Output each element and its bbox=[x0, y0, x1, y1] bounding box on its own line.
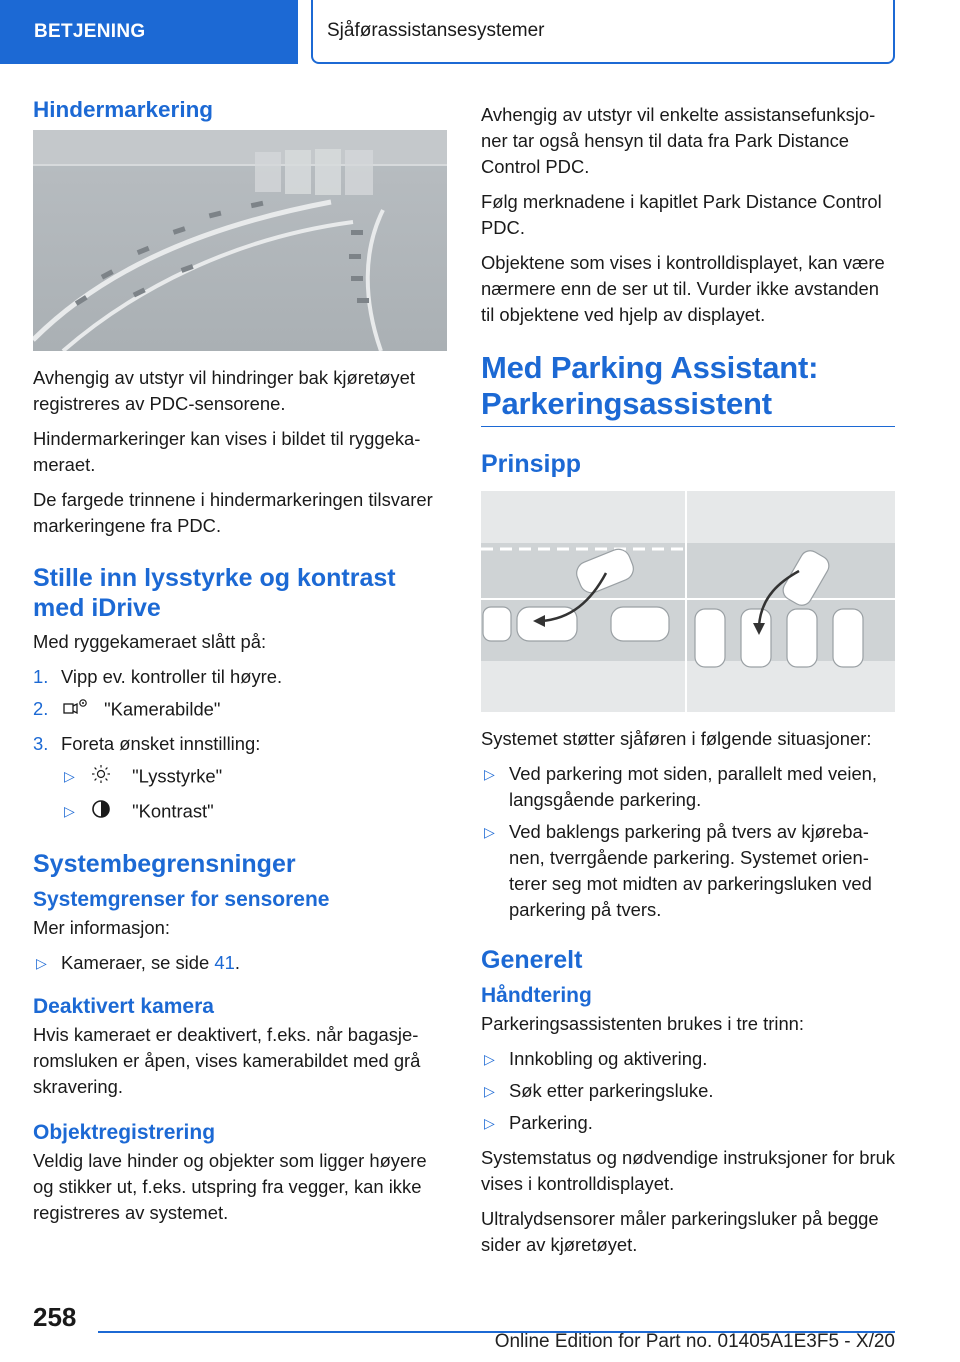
page-link[interactable]: 41 bbox=[214, 952, 235, 973]
list-text: Parkering. bbox=[509, 1112, 593, 1133]
list-item bbox=[481, 1078, 895, 1104]
triangle-bullet-icon: ▷ bbox=[484, 824, 495, 840]
list-text: Ved baklengs parkering på tvers av kjørebanen, tverrgående parkering. Systemet orienterer seg mot midten av parkeringsluken ved parkering på tvers. bbox=[509, 821, 872, 920]
triangle-bullet-icon: ▷ bbox=[64, 768, 75, 784]
heading-systemgrenser: Systemgrenser for sensorene bbox=[33, 888, 330, 911]
triangle-bullet-icon: ▷ bbox=[484, 1051, 495, 1067]
triangle-bullet-icon: ▷ bbox=[64, 803, 75, 819]
list-text-end: . bbox=[234, 952, 240, 973]
step-number: 1. bbox=[33, 666, 49, 687]
situations-list bbox=[481, 761, 895, 923]
list-item bbox=[33, 731, 447, 827]
page-number: 258 bbox=[33, 1302, 77, 1332]
section-tab: BETJENING bbox=[0, 0, 298, 64]
paragraph: Ultralydsensorer måler parkeringsluker på begge sider av kjøretøyet. bbox=[481, 1208, 879, 1255]
list-item bbox=[481, 1110, 895, 1136]
edition-text: Online Edition for Part no. 01405A1E3F5 - X/20 bbox=[494, 1331, 895, 1352]
heading-generelt: Generelt bbox=[481, 946, 583, 974]
heading-deaktivert-kamera: Deaktivert kamera bbox=[33, 995, 214, 1018]
list-item bbox=[33, 664, 447, 690]
triangle-bullet-icon: ▷ bbox=[484, 766, 495, 782]
camera-settings-icon bbox=[61, 696, 95, 725]
page-footer bbox=[0, 1288, 960, 1362]
step-number: 3. bbox=[33, 733, 49, 754]
paragraph: Hvis kameraet er deaktivert, f.eks. når bagasjeromsluken er åpen, vises kamerabildet med grå skravering. bbox=[33, 1024, 421, 1097]
substep-text: "Kontrast" bbox=[132, 800, 214, 822]
paragraph: Avhengig av utstyr vil enkelte assistansefunksjoner tar også hensyn til data fra Park Distance Control PDC. bbox=[481, 104, 876, 177]
page-header bbox=[0, 0, 960, 64]
list-text: Ved parkering mot siden, parallelt med veien, langsgående parkering. bbox=[509, 763, 878, 810]
parking-principle-figure bbox=[481, 491, 895, 712]
list-item bbox=[481, 819, 895, 923]
heading-handtering: Håndtering bbox=[481, 984, 592, 1007]
step-text: Vipp ev. kontroller til høyre. bbox=[61, 666, 283, 687]
list-item bbox=[33, 950, 447, 976]
triangle-bullet-icon: ▷ bbox=[36, 955, 47, 971]
left-column bbox=[33, 96, 447, 1235]
step-text: "Kamerabilde" bbox=[104, 698, 221, 720]
heading-prinsipp: Prinsipp bbox=[481, 450, 582, 478]
triangle-bullet-icon: ▷ bbox=[484, 1115, 495, 1131]
list-item bbox=[33, 696, 447, 725]
chapter-tab: Sjåførassistansesystemer bbox=[311, 0, 895, 64]
paragraph: Mer informasjon: bbox=[33, 917, 170, 938]
substeps-list bbox=[61, 763, 447, 827]
right-column bbox=[481, 96, 895, 1267]
usage-steps-list bbox=[481, 1046, 895, 1136]
paragraph: De fargede trinnene i hindermarkeringen tilsvarer markeringene fra PDC. bbox=[33, 489, 433, 536]
paragraph: Systemet støtter sjåføren i følgende situasjoner: bbox=[481, 728, 872, 749]
brightness-icon bbox=[89, 763, 123, 792]
heading-hindermarkering: Hindermarkering bbox=[33, 97, 214, 122]
list-text: Søk etter parkeringsluke. bbox=[509, 1080, 714, 1101]
heading-objektregistrering: Objektregistrering bbox=[33, 1121, 216, 1144]
paragraph: Parkeringsassistenten brukes i tre trinn: bbox=[481, 1013, 805, 1034]
contrast-icon bbox=[89, 798, 123, 827]
steps-list bbox=[33, 664, 447, 827]
heading-brightness-contrast: Stille inn lysstyrke og kontrast med iDrive bbox=[33, 564, 396, 622]
paragraph: Med ryggekameraet slått på: bbox=[33, 631, 267, 652]
list-item bbox=[61, 763, 447, 792]
obstacle-marking-figure bbox=[33, 130, 447, 351]
paragraph: Systemstatus og nødvendige instruksjoner for bruk vises i kontrolldisplayet. bbox=[481, 1147, 895, 1194]
list-text: Kameraer, se side bbox=[61, 952, 215, 973]
paragraph: Hindermarkeringer kan vises i bildet til ryggekameraet. bbox=[33, 428, 421, 475]
paragraph: Veldig lave hinder og objekter som ligger høyere og stikker ut, f.eks. utspring fra vegger, kan ikke registreres av systemet. bbox=[33, 1150, 427, 1223]
list-item bbox=[481, 761, 895, 813]
step-text: Foreta ønsket innstilling: bbox=[61, 733, 261, 754]
paragraph: Objektene som vises i kontrolldisplayet, kan være nærmere enn de ser ut til. Vurder ikke avstanden til objektene ved hjelp av displayet. bbox=[481, 252, 885, 325]
info-list bbox=[33, 950, 447, 976]
triangle-bullet-icon: ▷ bbox=[484, 1083, 495, 1099]
heading-systembegrensninger: Systembegrensninger bbox=[33, 850, 296, 878]
list-item bbox=[481, 1046, 895, 1072]
paragraph: Følg merknadene i kapitlet Park Distance Control PDC. bbox=[481, 191, 882, 238]
heading-parking-assistant: Med Parking Assistant: Parkeringsassistent bbox=[481, 350, 895, 427]
step-number: 2. bbox=[33, 698, 49, 719]
list-text: Innkobling og aktivering. bbox=[509, 1048, 708, 1069]
list-item bbox=[61, 798, 447, 827]
substep-text: "Lysstyrke" bbox=[132, 765, 223, 787]
paragraph: Avhengig av utstyr vil hindringer bak kjøretøyet registreres av PDC-sensorene. bbox=[33, 367, 415, 414]
